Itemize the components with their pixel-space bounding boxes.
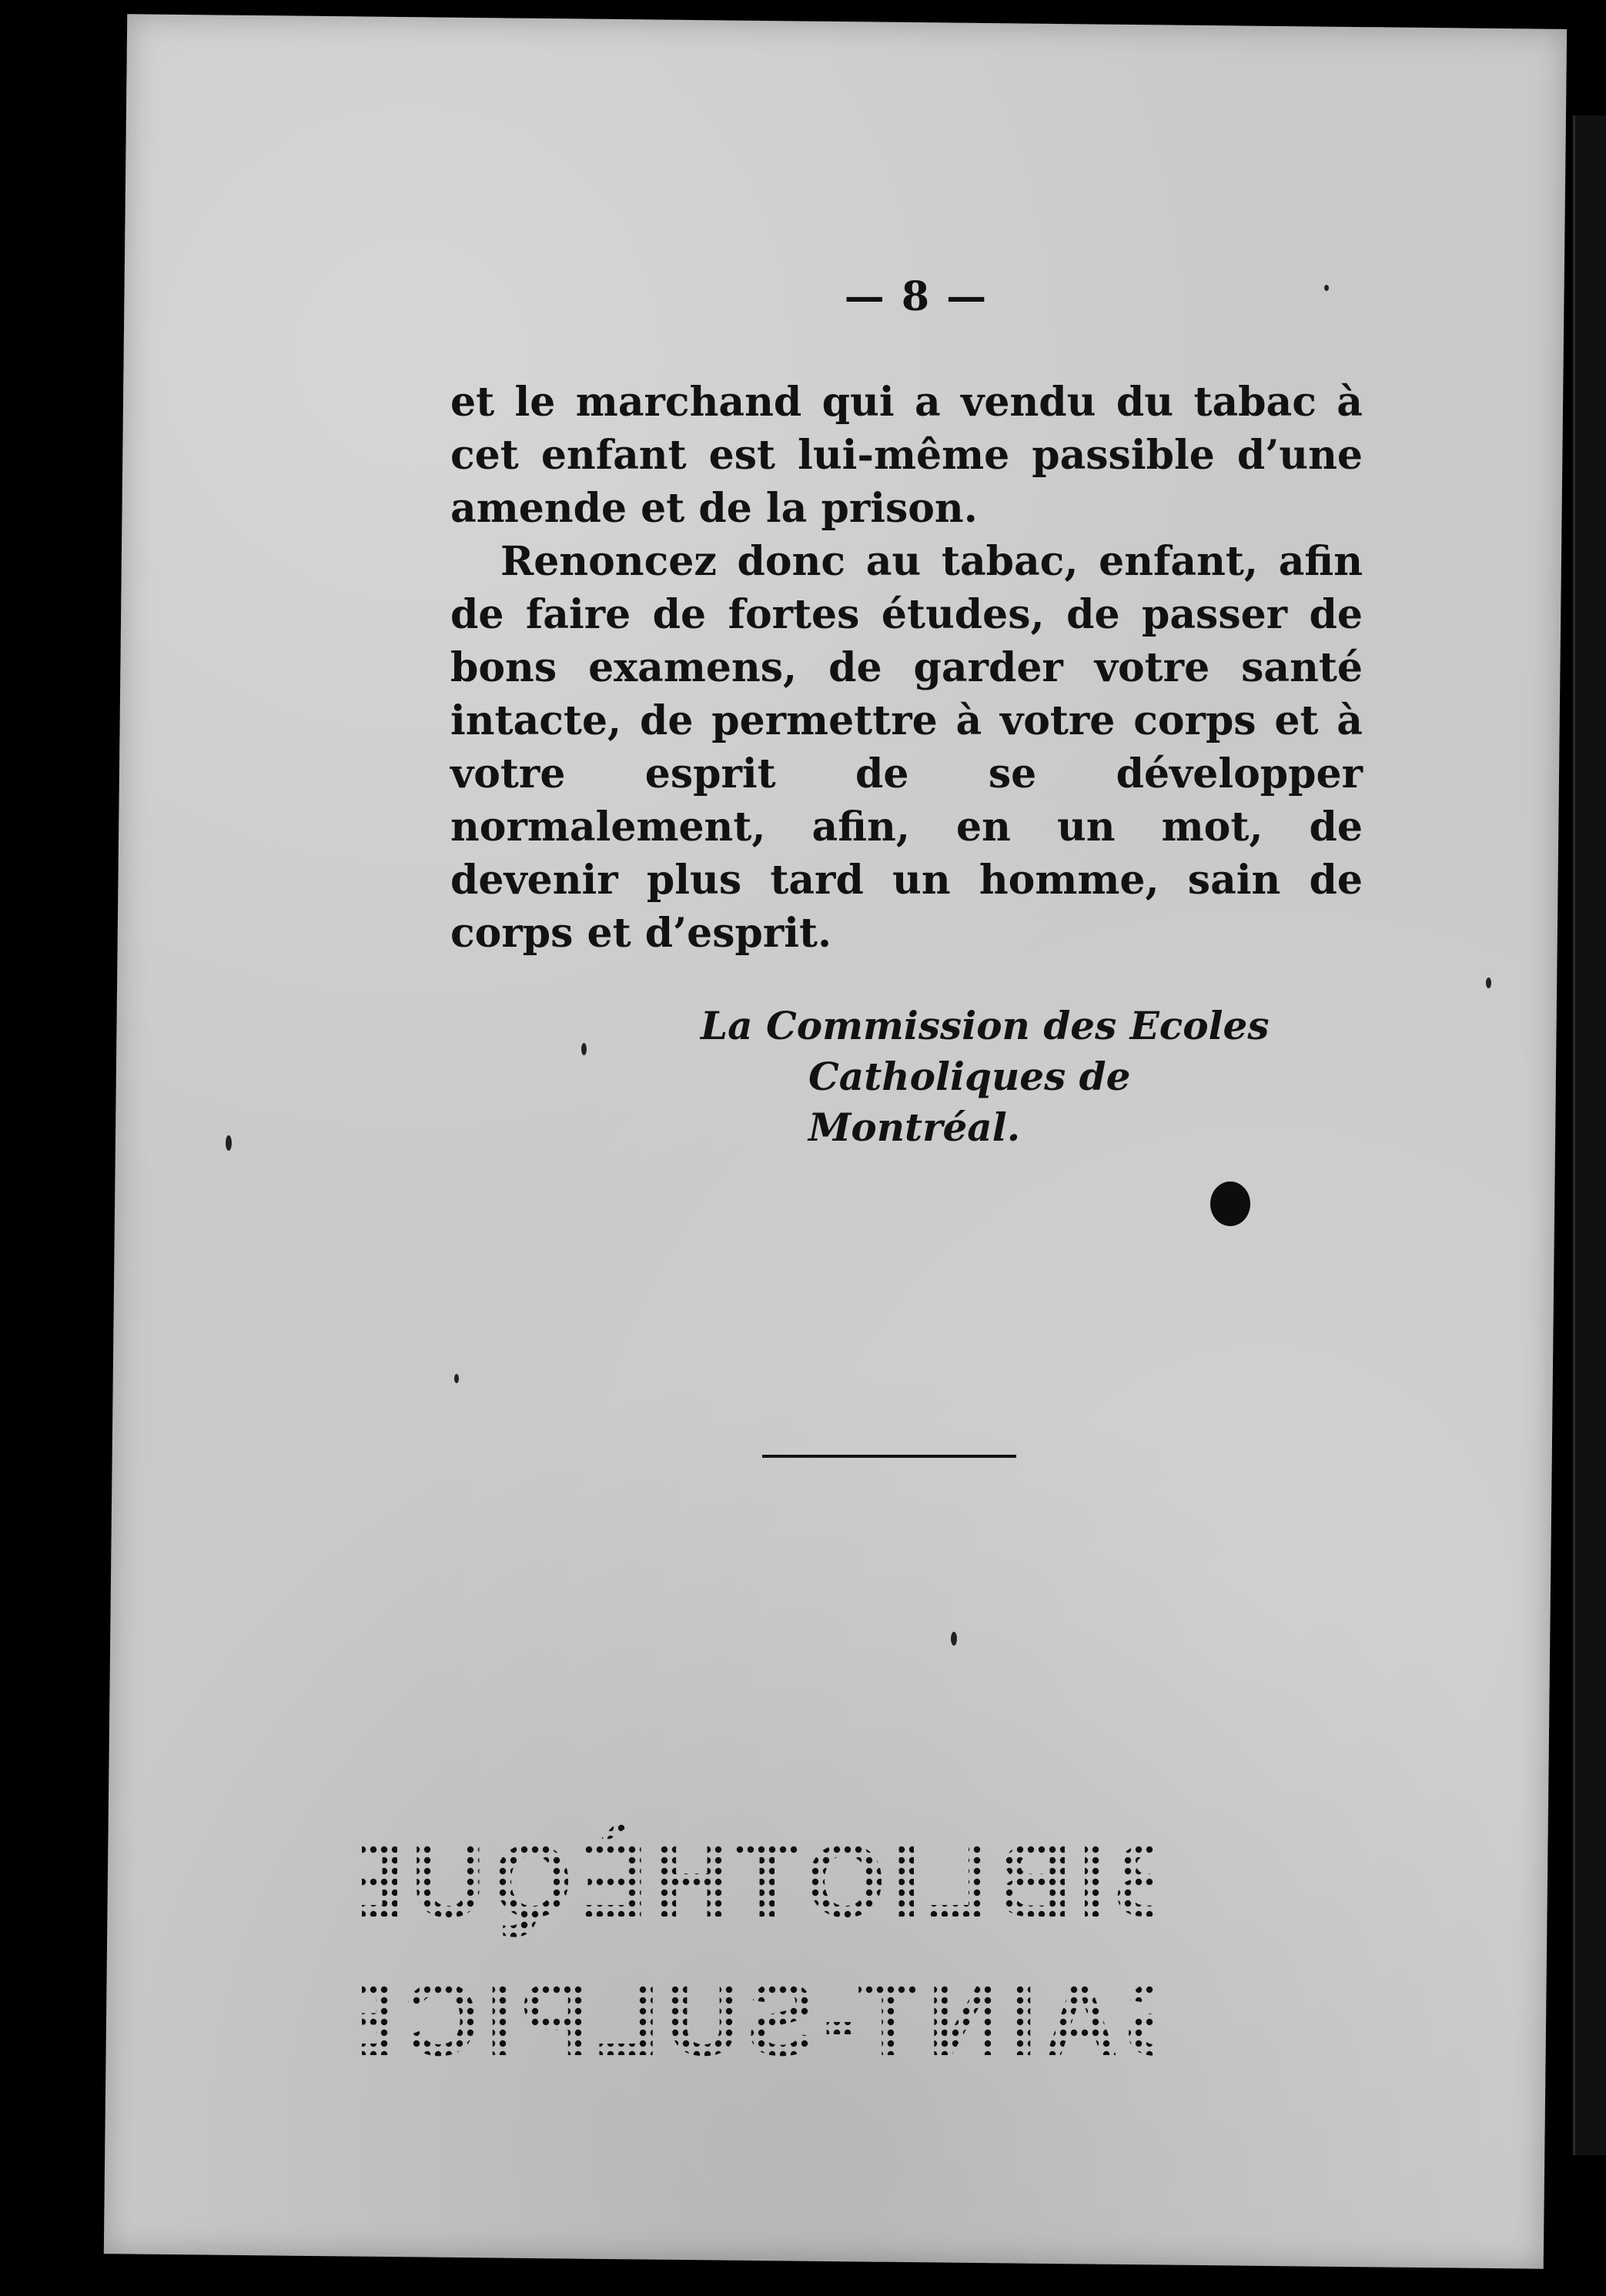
signature-line-1: La Commission des Ecoles: [701, 1003, 1270, 1048]
page-number: — 8 —: [844, 273, 989, 320]
body-text: [450, 376, 1363, 960]
scanner-edge-strip: [1573, 115, 1606, 2155]
speck: [1486, 978, 1491, 988]
stamp-line-1: BIBLIOTHÈQUE: [362, 1823, 1155, 1939]
speck: [454, 1374, 459, 1383]
speck: [581, 1043, 587, 1055]
speck: [951, 1632, 957, 1646]
separator-rule: [762, 1455, 1016, 1458]
ink-blot: [1210, 1181, 1250, 1226]
paragraph-continuation: et le marchand qui a vendu du tabac à cet enfant est lui-même passible d’une amende et de la prison.: [450, 379, 1363, 532]
signature-block: [693, 1001, 1355, 1153]
stamp-line-2: SAINT-SULPICE: [362, 1961, 1155, 2077]
signature-line-2: Catholiques de Montréal.: [808, 1054, 1131, 1150]
stamp-svg: [362, 1801, 1155, 2101]
speck: [226, 1135, 232, 1151]
speck: [1324, 285, 1329, 291]
paragraph-renoncez: Renoncez donc au tabac, enfant, afin de faire de fortes études, de passer de bons examens, de garder votre santé intacte, de permettre à votre corps et à votre esprit de se développer normalement, afin, en un mot, de devenir plus tard un homme, sain de corps et d’esprit.: [450, 538, 1363, 957]
perforated-library-stamp: [362, 1801, 1155, 2101]
